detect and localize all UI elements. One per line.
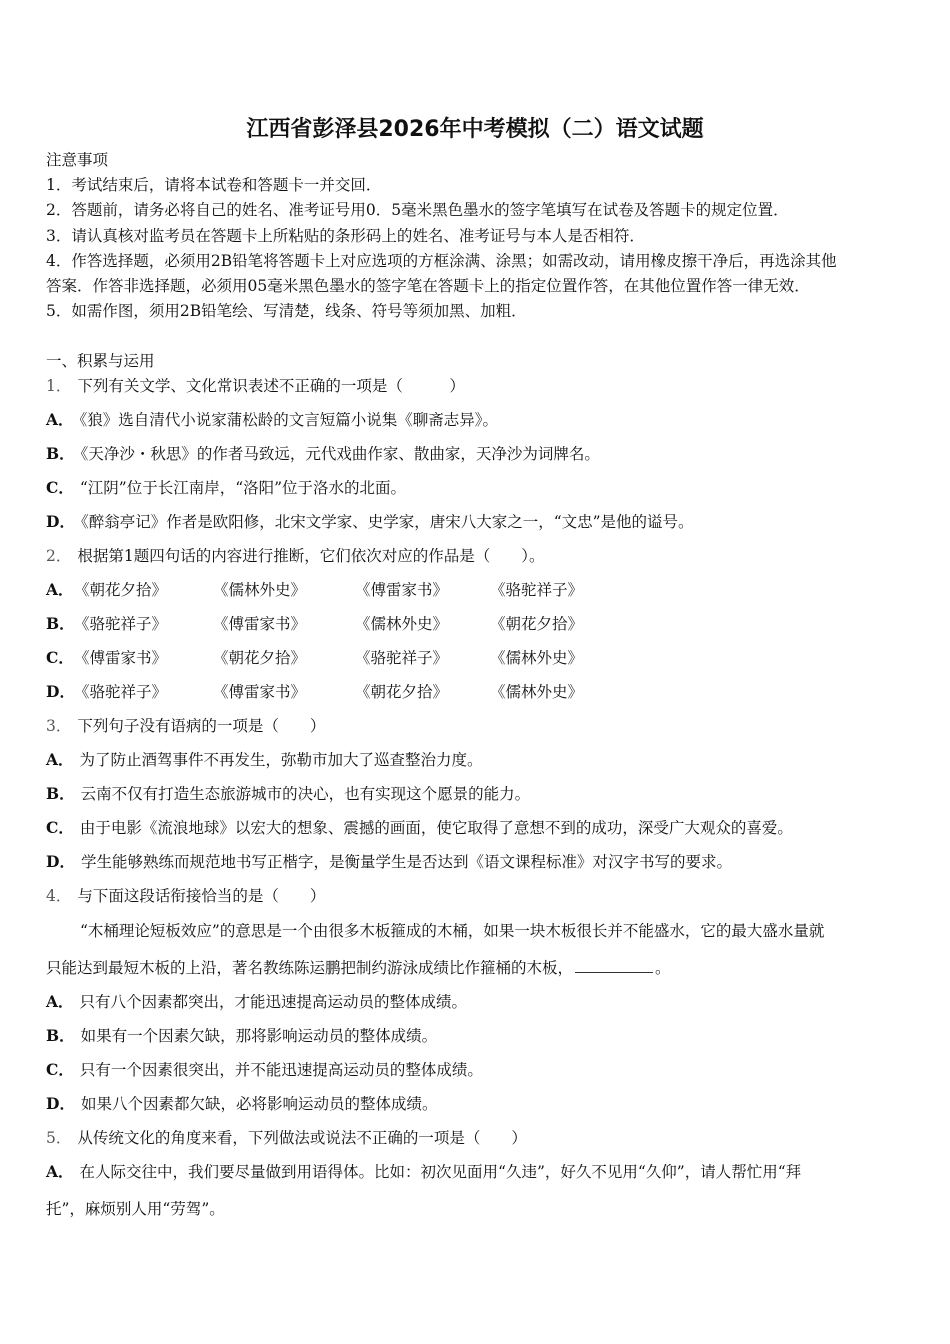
answer-blank <box>575 958 653 973</box>
option <box>46 784 530 804</box>
question-stem <box>46 376 465 396</box>
option-text: 为了防止酒驾事件不再发生，弥勒市加大了巡查整治力度。 <box>79 751 483 769</box>
question-text: 从传统文化的角度来看，下列做法或说法不正确的一项是（ ） <box>77 1129 527 1147</box>
option-label: A． <box>46 1162 74 1181</box>
option-label: D． <box>46 1094 75 1113</box>
option <box>46 852 732 872</box>
passage-text: 只能达到最短木板的上沿，著名教练陈运鹏把制约游泳成绩比作箍桶的木板， <box>46 959 574 977</box>
question-number: 2． <box>46 547 72 565</box>
question-text: 下列有关文学、文化常识表述不正确的一项是（ ） <box>77 377 465 395</box>
notice-item: 2．答题前，请务必将自己的姓名、准考证号用0．5毫米黑色墨水的签字笔填写在试卷及答题卡的规定位置． <box>46 201 789 219</box>
option <box>46 512 694 532</box>
option-text: 《狼》选自清代小说家蒲松龄的文言短篇小说集《聊斋志异》。 <box>79 411 499 429</box>
question-stem <box>46 1128 527 1148</box>
option-work: 《儒林外史》 <box>213 581 307 599</box>
option-continuation: 托”，麻烦别人用“劳驾”。 <box>46 1200 225 1218</box>
section-heading: 一、积累与运用 <box>46 352 155 370</box>
option <box>46 410 498 430</box>
option <box>46 682 646 702</box>
option-label: A． <box>46 992 74 1011</box>
option <box>46 1026 437 1046</box>
notice-item: 4．作答选择题，必须用2B铅笔将答题卡上对应选项的方框涂满、涂黑；如需改动，请用橡皮擦干净后，再选涂其他 <box>46 252 837 270</box>
option <box>46 818 793 838</box>
option-work: 《骆驼祥子》 <box>355 649 449 667</box>
option-work: 《骆驼祥子》 <box>74 683 168 701</box>
notice-item: 答案．作答非选择题，必须用05毫米黑色墨水的签字笔在答题卡上的指定位置作答，在其他位置作答一律无效． <box>46 277 810 295</box>
question-stem <box>46 716 325 736</box>
page-title: 江西省彭泽县2026年中考模拟（二）语文试题 <box>246 117 704 142</box>
question-number: 1． <box>46 377 72 395</box>
question-text: 下列句子没有语病的一项是（ ） <box>77 717 326 735</box>
notice-item: 1．考试结束后，请将本试卷和答题卡一并交回． <box>46 176 382 194</box>
option-label: C． <box>46 478 74 497</box>
question-number: 3． <box>46 717 72 735</box>
passage-end: 。 <box>655 959 671 977</box>
option-text: 在人际交往中，我们要尽量做到用语得体。比如：初次见面用“久违”，好久不见用“久仰”，请人帮忙用“拜 <box>79 1163 802 1181</box>
question-text: 根据第1题四句话的内容进行推断，它们依次对应的作品是（ ）。 <box>77 547 545 565</box>
option-text: 如果有一个因素欠缺，那将影响运动员的整体成绩。 <box>80 1027 438 1045</box>
option-label: B． <box>46 444 75 463</box>
question-stem <box>46 886 325 906</box>
option-label: C． <box>46 1060 74 1079</box>
option <box>46 750 483 770</box>
option <box>46 1094 437 1114</box>
option-label: B． <box>46 784 75 803</box>
option-text: 云南不仅有打造生态旅游城市的决心，也有实现这个愿景的能力。 <box>80 785 531 803</box>
option-text: 由于电影《流浪地球》以宏大的想象、震撼的画面，使它取得了意想不到的成功，深受广大观众的喜爱。 <box>79 819 793 837</box>
option-text: 《天净沙・秋思》的作者马致远，元代戏曲作家、散曲家，天净沙为词牌名。 <box>80 445 600 463</box>
option-work: 《傅雷家书》 <box>74 649 168 667</box>
option-work: 《儒林外史》 <box>490 649 584 667</box>
option-label: B． <box>46 1026 75 1045</box>
notice-item: 3．请认真核对监考员在答题卡上所粘贴的条形码上的姓名、准考证号与本人是否相符． <box>46 227 645 245</box>
option <box>46 648 646 668</box>
question-stem <box>46 546 545 566</box>
question-text: 与下面这段话衔接恰当的是（ ） <box>77 887 326 905</box>
option <box>46 444 600 464</box>
option-label: A． <box>46 410 74 429</box>
option-work: 《傅雷家书》 <box>213 683 307 701</box>
passage-line: “木桶理论短板效应”的意思是一个由很多木板箍成的木桶，如果一块木板很长并不能盛水，它的最大盛水量就 <box>80 922 825 940</box>
option-label: C． <box>46 648 74 667</box>
option-label: D． <box>46 682 75 701</box>
option-work: 《傅雷家书》 <box>355 581 449 599</box>
option-label: D． <box>46 852 75 871</box>
notice-item: 5．如需作图，须用2B铅笔绘、写清楚，线条、符号等须加黑、加粗． <box>46 302 527 320</box>
option-text: “江阴”位于长江南岸，“洛阳”位于洛水的北面。 <box>79 479 407 497</box>
option-label: C． <box>46 818 74 837</box>
option-label: A． <box>46 750 74 769</box>
question-number: 5． <box>46 1129 72 1147</box>
passage-line <box>46 958 671 978</box>
option-label: B． <box>46 614 75 633</box>
option <box>46 1162 801 1182</box>
option-work: 《儒林外史》 <box>355 615 449 633</box>
option-work: 《朝花夕拾》 <box>213 649 307 667</box>
option <box>46 478 406 498</box>
option <box>46 614 646 634</box>
option-work: 《朝花夕拾》 <box>74 581 168 599</box>
option-text: 只有一个因素很突出，并不能迅速提高运动员的整体成绩。 <box>79 1061 483 1079</box>
option-work: 《朝花夕拾》 <box>490 615 584 633</box>
option <box>46 992 467 1012</box>
option-label: D． <box>46 512 75 531</box>
option-work: 《骆驼祥子》 <box>490 581 584 599</box>
option-label: A． <box>46 580 74 599</box>
option-work: 《骆驼祥子》 <box>74 615 168 633</box>
question-number: 4． <box>46 887 72 905</box>
option-text: 只有八个因素都突出，才能迅速提高运动员的整体成绩。 <box>79 993 468 1011</box>
option-text: 学生能够熟练而规范地书写正楷字，是衡量学生是否达到《语文课程标准》对汉字书写的要求。 <box>80 853 732 871</box>
option-work: 《儒林外史》 <box>490 683 584 701</box>
notice-heading: 注意事项 <box>46 151 109 169</box>
option <box>46 1060 483 1080</box>
option-work: 《朝花夕拾》 <box>355 683 449 701</box>
option <box>46 580 646 600</box>
option-text: 如果八个因素都欠缺，必将影响运动员的整体成绩。 <box>80 1095 438 1113</box>
option-text: 《醉翁亭记》作者是欧阳修，北宋文学家、史学家，唐宋八大家之一，“文忠”是他的谥号。 <box>80 513 694 531</box>
option-work: 《傅雷家书》 <box>213 615 307 633</box>
